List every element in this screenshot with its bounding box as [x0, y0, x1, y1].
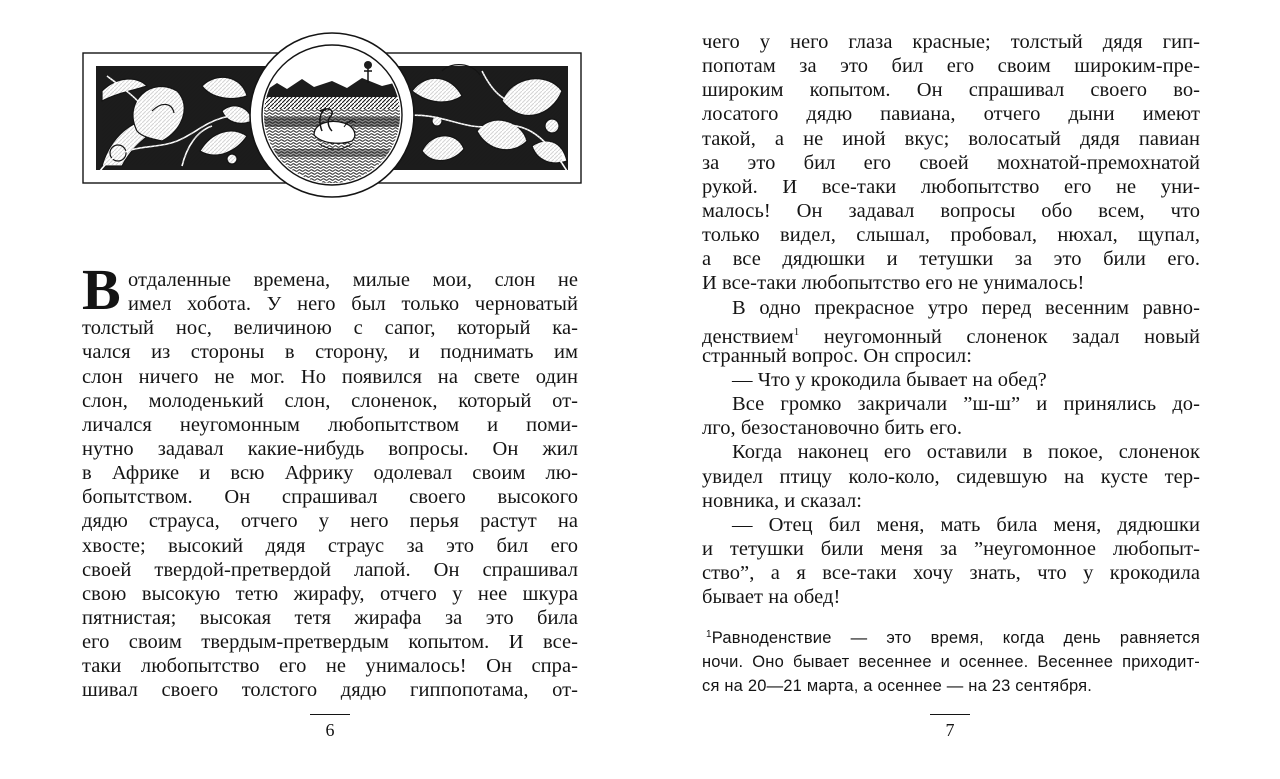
- footnote-text: Равноденствие — это время, когда день равняется: [711, 629, 1200, 647]
- text-line: слон, молоденький слон, слоненок, который от-: [82, 389, 578, 412]
- text-line: дядю страуса, отчего у него перья растут на: [82, 510, 578, 533]
- text-line: увидел птицу коло-коло, сидевшую на кусте тер-: [702, 465, 1200, 488]
- text-line: в Африке и всю Африку одолевал своим лю-: [82, 462, 578, 485]
- text-line: Все громко закричали ”ш-ш” и принялись до-: [732, 393, 1200, 416]
- drop-cap: В: [82, 257, 121, 322]
- text-line: попотам за это бил его своим широким-пре-: [702, 55, 1200, 78]
- text-line: лго, безостановочно бить его.: [702, 417, 963, 440]
- footnote-mark: 1: [706, 629, 712, 640]
- text-line: В одно прекрасное утро перед весенним равно-: [732, 296, 1200, 319]
- page-number: 6: [325, 720, 335, 740]
- text-line: И все-таки любопытство его не унималось!: [702, 272, 1085, 295]
- left-page-text: [82, 257, 578, 703]
- text-line: свою высокую тетю жирафу, отчего у нее шкура: [82, 582, 578, 605]
- text-line: чего у него глаза красные; толстый дядя гип-: [702, 31, 1200, 53]
- footnote-line: [702, 623, 1200, 650]
- text-line: пятнистая; высокая тетя жирафа за это била: [82, 606, 578, 629]
- text-line: только видел, слышал, пробовал, нюхал, щупал,: [702, 224, 1200, 247]
- dialogue-line: и тетушки били меня за ”неугомонное любопыт-: [702, 537, 1200, 560]
- text-line: широким копытом. Он спрашивал своего во-: [702, 79, 1200, 102]
- footnote-line: ночи. Оно бывает весеннее и осеннее. Весеннее приходит-: [702, 653, 1200, 671]
- text-line: новника, и сказал:: [702, 489, 862, 512]
- page-number: 7: [945, 720, 955, 740]
- text-line: таки любопытство его не унималось! Он спра-: [82, 655, 578, 678]
- floral-swan-vignette: [82, 31, 582, 199]
- text-line: такой, а не иной вкус; волосатый дядя павиан: [702, 127, 1200, 150]
- dialogue-line: — Отец бил меня, мать била меня, дядюшки: [732, 513, 1200, 536]
- right-page-text: [702, 30, 1200, 609]
- text-line: его своим твердым-претвердым копытом. И все-: [82, 631, 578, 654]
- page-number-rule: [930, 714, 970, 715]
- text-line: личался неугомонным любопытством и поми-: [82, 413, 578, 436]
- text-line: толстый нос, величиною с сапог, который ка-: [82, 317, 578, 340]
- header-illustration: [82, 31, 582, 199]
- dialogue-line: ство”, а я все-таки хочу знать, что у крокодила: [702, 562, 1200, 585]
- text-line: слон ничего не мог. Но появился на свете один: [82, 365, 578, 388]
- text-line: за это бил его своей мохнатой-премохнатой: [702, 151, 1200, 174]
- text-fragment: денствием: [702, 325, 794, 348]
- text-line: странный вопрос. Он спросил:: [702, 344, 972, 367]
- text-line: а все дядюшки и тетушки за это били его.: [702, 248, 1200, 271]
- dialogue-line: — Что у крокодила бывает на обед?: [732, 368, 1047, 391]
- text-line-with-footnote: [702, 320, 1200, 348]
- text-fragment: неугомонный слоненок задал новый: [799, 325, 1200, 348]
- dialogue-line: бывает на обед!: [702, 586, 841, 609]
- footnote-reference: 1: [793, 325, 800, 338]
- text-line: хвосте; высокий дядя страус за это бил его: [82, 534, 578, 557]
- text-line: чался из стороны в сторону, и поднимать им: [82, 341, 578, 364]
- page-number-rule: [310, 714, 350, 715]
- text-line: рукой. И все-таки любопытство его не уни-: [702, 175, 1200, 198]
- page-number-left: [300, 714, 360, 740]
- text-line: бопытством. Он спрашивал своего высокого: [82, 486, 578, 509]
- text-line: своей твердой-претвердой лапой. Он спрашивал: [82, 558, 578, 581]
- text-line: отдаленные времена, милые мои, слон не: [128, 269, 578, 291]
- footnote-line: ся на 20—21 марта, а осеннее — на 23 сентября.: [702, 677, 1093, 695]
- text-line: Когда наконец его оставили в покое, слоненок: [732, 441, 1200, 464]
- text-line: малось! Он задавал вопросы обо всем, что: [702, 199, 1200, 222]
- right-page: [640, 0, 1280, 779]
- text-line: нутно задавал какие-нибудь вопросы. Он жил: [82, 437, 578, 460]
- page-number-right: [920, 714, 980, 740]
- text-line: имел хобота. У него был только черноватый: [128, 293, 578, 316]
- text-line: шивал своего толстого дядю гиппопотама, от-: [82, 679, 578, 702]
- text-line: лосатого дядю павиана, отчего дыни имеют: [702, 103, 1200, 126]
- footnote: [702, 623, 1200, 698]
